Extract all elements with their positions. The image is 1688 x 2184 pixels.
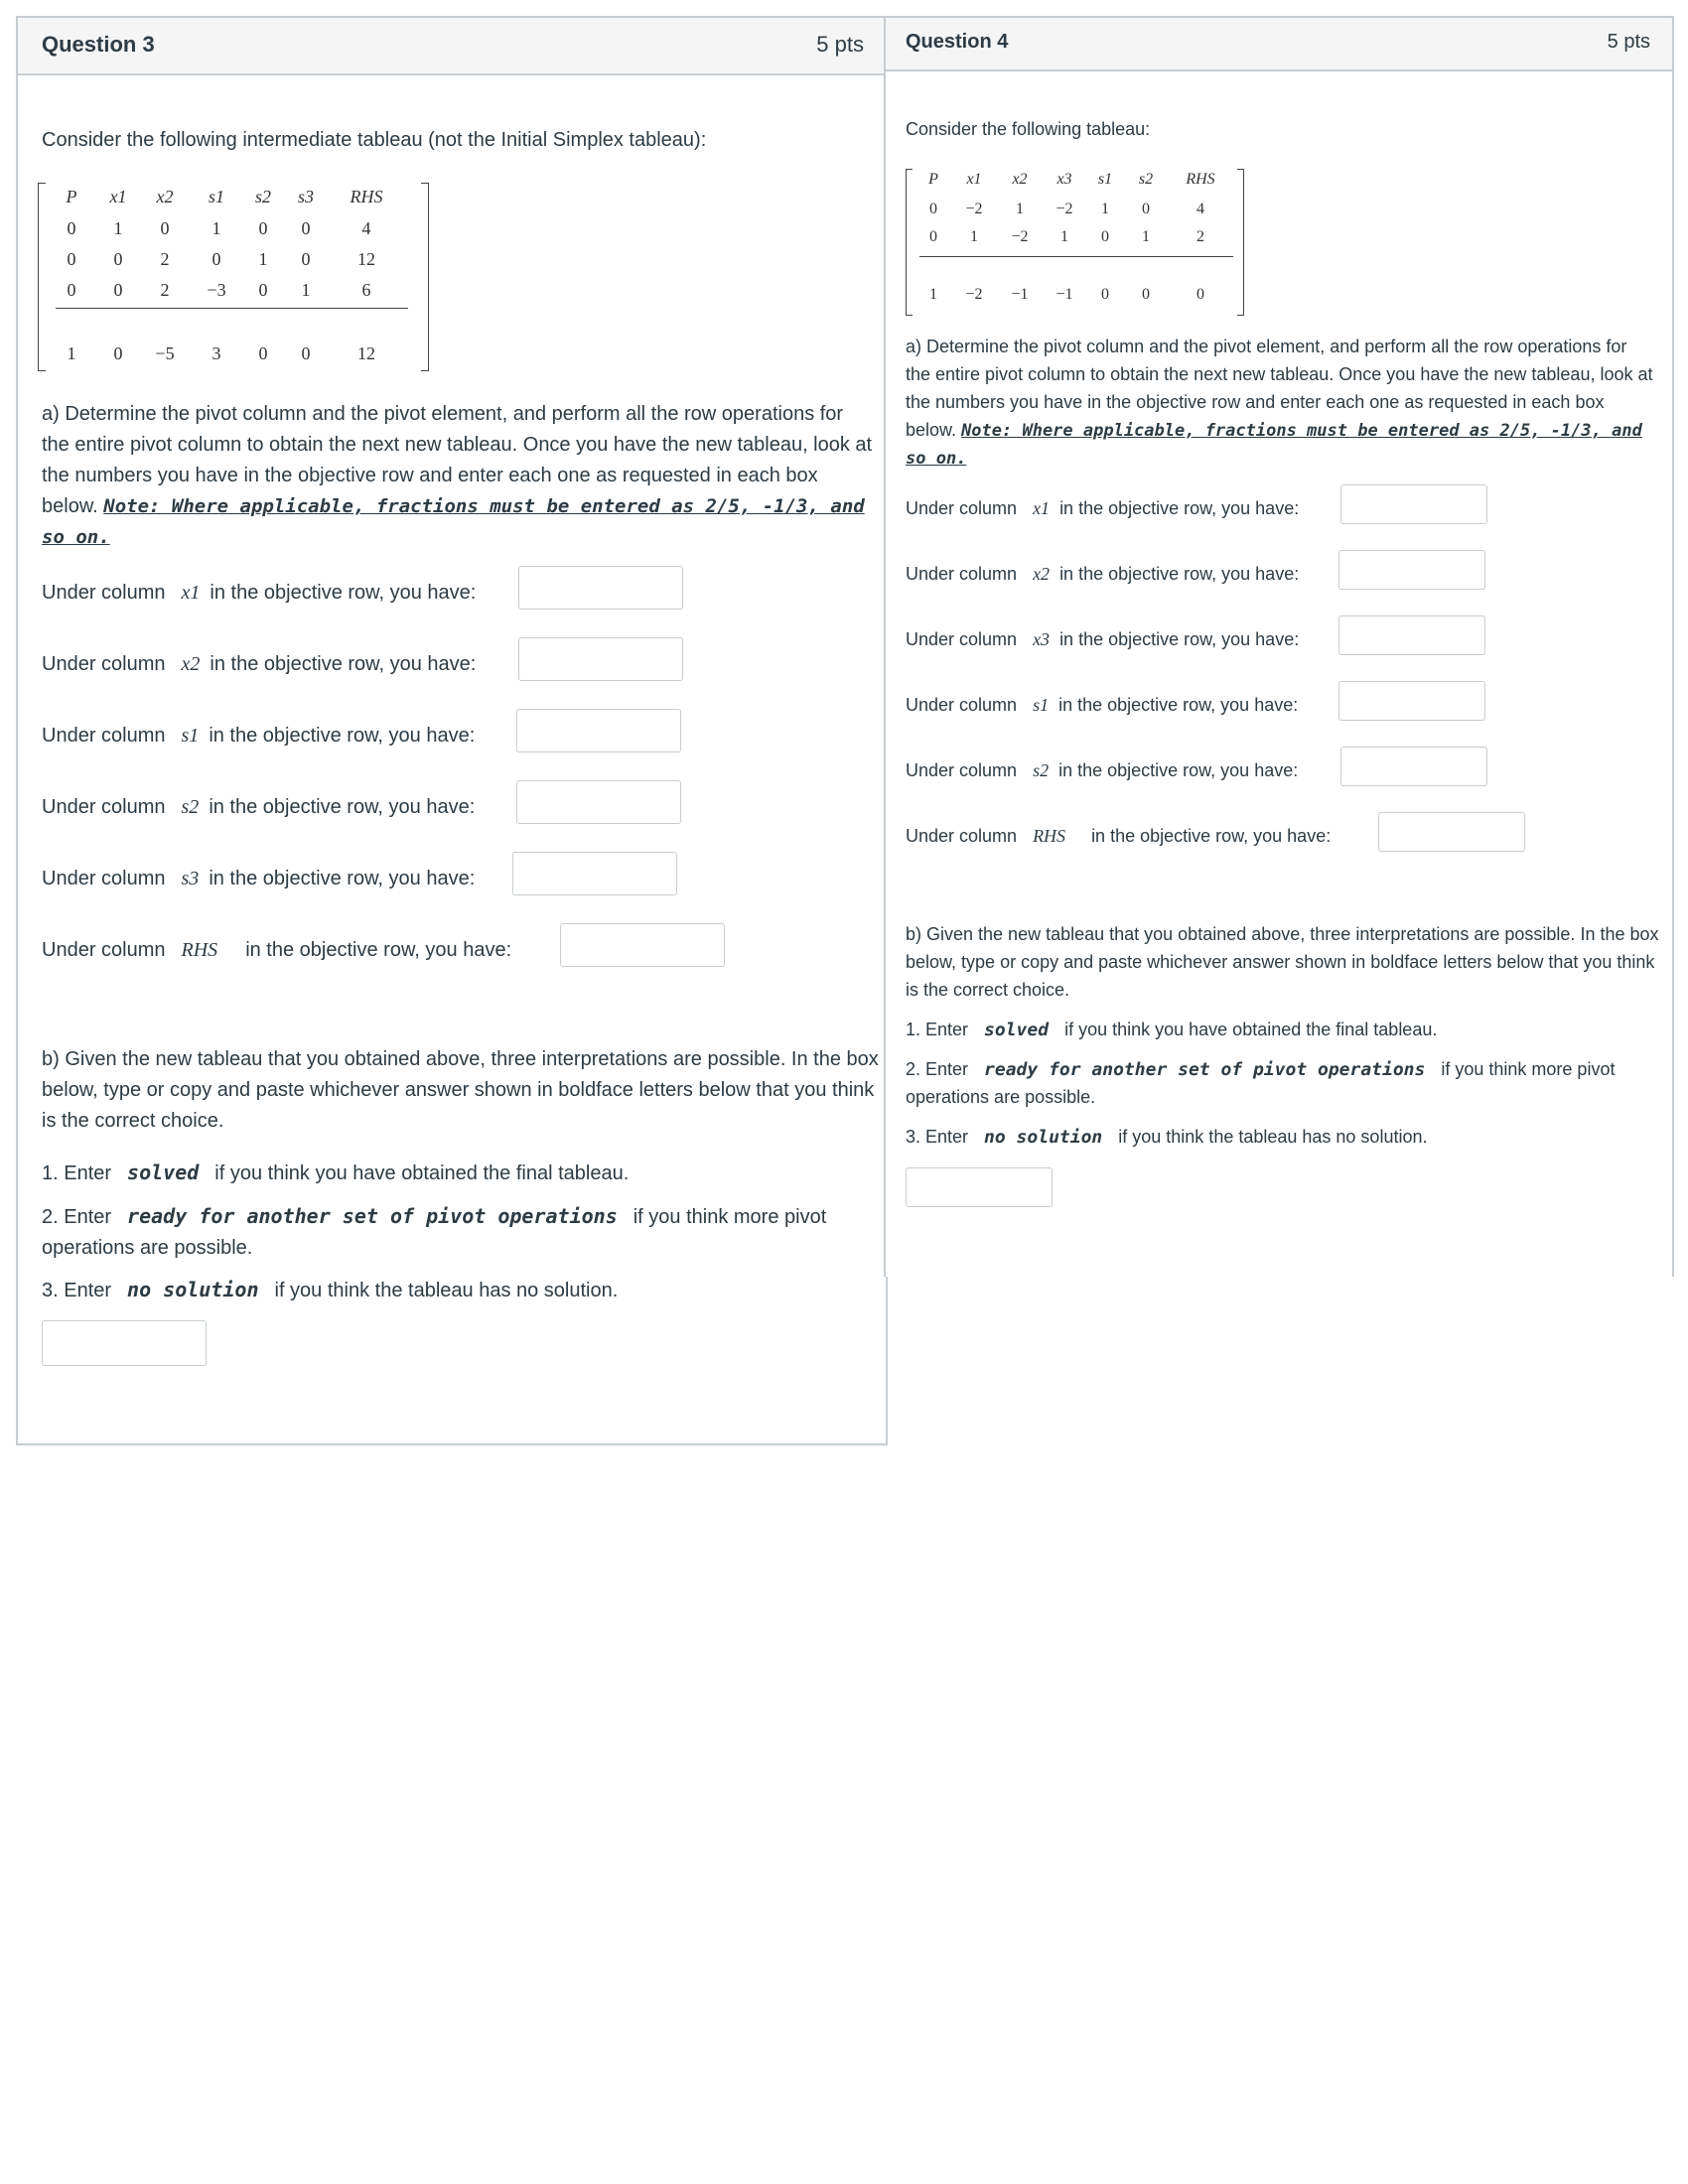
q4-option-1-post: if you think you have obtained the final tableau. xyxy=(1064,1020,1438,1039)
q4-row-suffix: in the objective row, you have: xyxy=(1091,826,1332,846)
q3-cell: 1 xyxy=(211,218,221,238)
q3-row-suffix: in the objective row, you have: xyxy=(209,868,476,889)
q3-cell: 1 xyxy=(301,280,311,300)
q4-row-suffix: in the objective row, you have: xyxy=(1058,695,1299,715)
q3-option-1-post: if you think you have obtained the final tableau. xyxy=(214,1162,630,1184)
question-4-part-a-text: a) Determine the pivot column and the pivot element, and perform all the row operations for the entire pivot column to obtain the next new tableau. Once you have the new tableau, look at the numbers you have in the objective row and enter each one as requested in each box below. xyxy=(906,337,1653,440)
q3-row-rhs xyxy=(42,939,511,962)
q4-var-x2: x2 xyxy=(1033,564,1051,584)
q3-option-1-bold: solved xyxy=(127,1160,200,1184)
q4-row-prefix: Under column xyxy=(906,760,1018,780)
q3-cell: 6 xyxy=(361,280,371,300)
question-4-tableau xyxy=(906,169,1253,338)
question-4-header xyxy=(886,18,1672,71)
q4-row-prefix: Under column xyxy=(906,695,1018,715)
q4-header-rhs: RHS xyxy=(1186,171,1215,188)
q4-cell: 1 xyxy=(1142,228,1150,245)
question-4-part-b: b) Given the new tableau that you obtained above, three interpretations are possible. In the box below, type or copy and paste whichever answer shown in boldface letters below that you think is the correct choice. xyxy=(906,924,1659,1000)
q3-option-3-post: if you think the tableau has no solution. xyxy=(274,1280,619,1301)
q4-option-2-post: if you think more pivot operations are possible. xyxy=(906,1059,1616,1107)
q4-cell: 0 xyxy=(929,228,937,245)
q3-answer-s2-input[interactable] xyxy=(516,780,681,824)
q3-cell: 0 xyxy=(160,218,170,238)
q3-interpretation-input[interactable] xyxy=(42,1320,207,1366)
q4-cell: −2 xyxy=(965,201,983,217)
q3-var-x1: x1 xyxy=(181,582,201,604)
q3-header-x2: x2 xyxy=(156,187,174,206)
q3-header-s1: s1 xyxy=(208,187,225,206)
q4-row-prefix: Under column xyxy=(906,498,1018,518)
q4-option-2 xyxy=(906,1056,1620,1112)
question-4-part-a xyxy=(906,334,1655,472)
q3-option-2-bold: ready for another set of pivot operations xyxy=(127,1204,618,1228)
q3-row-suffix: in the objective row, you have: xyxy=(210,582,477,604)
q4-option-3-pre: 3. Enter xyxy=(906,1127,969,1147)
q4-row-prefix: Under column xyxy=(906,826,1018,846)
q4-row-suffix: in the objective row, you have: xyxy=(1058,760,1299,780)
q4-option-1-pre: 1. Enter xyxy=(906,1020,969,1039)
q4-objective-cell: −1 xyxy=(1055,286,1073,303)
q4-objective-cell: 1 xyxy=(929,286,937,303)
q4-row-prefix: Under column xyxy=(906,629,1018,649)
question-4-note: Note: Where applicable, fractions must be entered as 2/5, -1/3, and so on. xyxy=(906,420,1642,469)
q4-cell: 0 xyxy=(929,201,937,217)
q4-cell: 1 xyxy=(1060,228,1068,245)
q3-header-s2: s2 xyxy=(254,187,272,206)
q3-objective-cell: 0 xyxy=(113,343,123,363)
q3-objective-cell: 1 xyxy=(67,343,76,363)
q4-row-suffix: in the objective row, you have: xyxy=(1059,564,1300,584)
q3-cell: 0 xyxy=(211,249,221,269)
q4-objective-cell: 0 xyxy=(1142,286,1150,303)
q3-header-p: P xyxy=(66,187,77,206)
question-3-part-a-text: a) Determine the pivot column and the pivot element, and perform all the row operations for the entire pivot column to obtain the next new tableau. Once you have the new tableau, look at the numbers you have in the objective row and enter each one as requested in each box below. xyxy=(42,403,873,517)
q4-cell: 1 xyxy=(1016,201,1024,217)
q3-option-3-bold: no solution xyxy=(127,1278,259,1301)
question-4-points: 5 pts xyxy=(1607,31,1650,53)
q4-objective-cell: −2 xyxy=(965,286,983,303)
q4-cell: 2 xyxy=(1196,228,1204,245)
q3-cell: 0 xyxy=(67,218,76,238)
q3-row-prefix: Under column xyxy=(42,796,166,818)
question-3-part-a xyxy=(42,399,876,553)
q3-row-prefix: Under column xyxy=(42,582,166,604)
q3-header-x1: x1 xyxy=(109,187,127,206)
q4-row-suffix: in the objective row, you have: xyxy=(1059,498,1300,518)
q4-header-s1: s1 xyxy=(1097,171,1113,188)
q4-objective-cell: −1 xyxy=(1011,286,1029,303)
q3-row-x1 xyxy=(42,582,476,605)
q4-option-1 xyxy=(906,1017,1660,1044)
q3-cell: 4 xyxy=(361,218,371,238)
q3-option-2-post: if you think more pivot operations are possible. xyxy=(42,1206,827,1259)
q4-answer-x2-input[interactable] xyxy=(1338,550,1485,590)
q3-row-prefix: Under column xyxy=(42,868,166,889)
q4-answer-s1-input[interactable] xyxy=(1338,681,1485,721)
q4-cell: 1 xyxy=(1101,201,1109,217)
q3-option-3 xyxy=(42,1275,866,1306)
q3-cell: 2 xyxy=(160,249,170,269)
q3-cell: 2 xyxy=(160,280,170,300)
q3-var-s3: s3 xyxy=(181,868,200,889)
q3-objective-cell: 0 xyxy=(301,343,311,363)
q4-row-s2 xyxy=(906,760,1298,781)
q3-answer-x1-input[interactable] xyxy=(518,566,683,610)
q3-cell: −3 xyxy=(207,280,226,300)
q3-objective-cell: 0 xyxy=(258,343,268,363)
q4-cell: −2 xyxy=(1011,228,1029,245)
q3-cell: 0 xyxy=(301,249,311,269)
q3-var-s1: s1 xyxy=(181,725,200,747)
question-3-title: Question 3 xyxy=(42,32,155,57)
question-4-panel xyxy=(884,16,1674,1277)
question-3-part-b: b) Given the new tableau that you obtained above, three interpretations are possible. In the box below, type or copy and paste whichever answer shown in boldface letters below that you think is the correct choice. xyxy=(42,1048,879,1132)
q4-cell: 0 xyxy=(1101,228,1109,245)
q3-var-rhs: RHS xyxy=(181,939,218,961)
q3-option-1 xyxy=(42,1158,866,1189)
q4-answer-s2-input[interactable] xyxy=(1340,747,1487,786)
q3-row-suffix: in the objective row, you have: xyxy=(209,725,476,747)
q4-var-x3: x3 xyxy=(1033,629,1051,649)
question-3-points: 5 pts xyxy=(816,32,864,57)
q4-var-x1: x1 xyxy=(1033,498,1051,518)
q4-option-1-bold: solved xyxy=(984,1020,1050,1040)
q3-option-2 xyxy=(42,1201,836,1264)
q4-row-s1 xyxy=(906,695,1298,716)
q4-header-s2: s2 xyxy=(1138,171,1154,188)
q3-answer-s3-input[interactable] xyxy=(512,852,677,895)
q3-objective-cell: 3 xyxy=(211,343,221,363)
q4-header-x1: x1 xyxy=(966,171,982,188)
q4-row-x2 xyxy=(906,564,1299,585)
q4-cell: 1 xyxy=(970,228,978,245)
q3-cell: 0 xyxy=(301,218,311,238)
q4-option-3-bold: no solution xyxy=(984,1127,1103,1148)
q3-row-prefix: Under column xyxy=(42,725,166,747)
q3-option-1-pre: 1. Enter xyxy=(42,1162,112,1184)
q3-var-s2: s2 xyxy=(181,796,200,818)
q4-interpretation-input[interactable] xyxy=(906,1167,1053,1207)
q4-header-x3: x3 xyxy=(1056,171,1072,188)
q3-row-prefix: Under column xyxy=(42,653,166,675)
q4-row-rhs xyxy=(906,826,1331,847)
q4-var-s1: s1 xyxy=(1033,695,1050,715)
question-3-intro: Consider the following intermediate tableau (not the Initial Simplex tableau): xyxy=(42,129,707,151)
q4-objective-cell: 0 xyxy=(1196,286,1204,303)
q3-objective-cell: −5 xyxy=(155,343,175,363)
q4-option-3 xyxy=(906,1124,1660,1152)
q4-header-x2: x2 xyxy=(1012,171,1028,188)
q3-cell: 0 xyxy=(67,249,76,269)
q4-header-p: P xyxy=(928,171,938,188)
q3-cell: 0 xyxy=(113,249,123,269)
q3-answer-s1-input[interactable] xyxy=(516,709,681,752)
q4-objective-cell: 0 xyxy=(1101,286,1109,303)
q3-cell: 1 xyxy=(258,249,268,269)
q4-option-2-pre: 2. Enter xyxy=(906,1059,969,1079)
q4-answer-rhs-input[interactable] xyxy=(1378,812,1525,852)
q3-answer-x2-input[interactable] xyxy=(518,637,683,681)
q4-var-s2: s2 xyxy=(1033,760,1050,780)
q3-cell: 0 xyxy=(113,280,123,300)
q3-cell: 12 xyxy=(357,249,375,269)
q3-cell: 0 xyxy=(258,280,268,300)
q3-row-suffix: in the objective row, you have: xyxy=(209,796,476,818)
q3-header-s3: s3 xyxy=(297,187,315,206)
question-3-panel xyxy=(16,16,888,1445)
q3-cell: 0 xyxy=(67,280,76,300)
q3-cell: 1 xyxy=(113,218,123,238)
q4-answer-x3-input[interactable] xyxy=(1338,615,1485,655)
q3-row-suffix: in the objective row, you have: xyxy=(245,939,512,961)
question-3-tableau xyxy=(38,183,435,381)
q4-row-x3 xyxy=(906,629,1299,650)
q3-row-s1 xyxy=(42,725,475,748)
q3-row-x2 xyxy=(42,653,476,676)
q3-row-suffix: in the objective row, you have: xyxy=(210,653,477,675)
q3-row-prefix: Under column xyxy=(42,939,166,961)
q4-cell: −2 xyxy=(1055,201,1073,217)
question-4-intro: Consider the following tableau: xyxy=(906,119,1151,139)
question-3-header xyxy=(18,18,886,75)
q4-cell: 0 xyxy=(1142,201,1150,217)
q3-option-3-pre: 3. Enter xyxy=(42,1280,112,1301)
q3-cell: 0 xyxy=(258,218,268,238)
q3-answer-rhs-input[interactable] xyxy=(560,923,725,967)
q4-var-rhs: RHS xyxy=(1033,826,1066,846)
q4-answer-x1-input[interactable] xyxy=(1340,484,1487,524)
question-3-note: Note: Where applicable, fractions must be entered as 2/5, -1/3, and so on. xyxy=(42,495,865,548)
q4-option-3-post: if you think the tableau has no solution. xyxy=(1118,1127,1428,1147)
q4-row-x1 xyxy=(906,498,1299,519)
q3-var-x2: x2 xyxy=(181,653,201,675)
q4-row-suffix: in the objective row, you have: xyxy=(1059,629,1300,649)
q4-cell: 4 xyxy=(1196,201,1204,217)
q3-row-s2 xyxy=(42,796,475,819)
q3-option-2-pre: 2. Enter xyxy=(42,1206,112,1228)
question-4-title: Question 4 xyxy=(906,31,1009,53)
q3-objective-cell: 12 xyxy=(357,343,375,363)
q3-header-rhs: RHS xyxy=(350,187,383,206)
q3-row-s3 xyxy=(42,868,475,890)
q4-option-2-bold: ready for another set of pivot operations xyxy=(984,1059,1426,1080)
q4-row-prefix: Under column xyxy=(906,564,1018,584)
